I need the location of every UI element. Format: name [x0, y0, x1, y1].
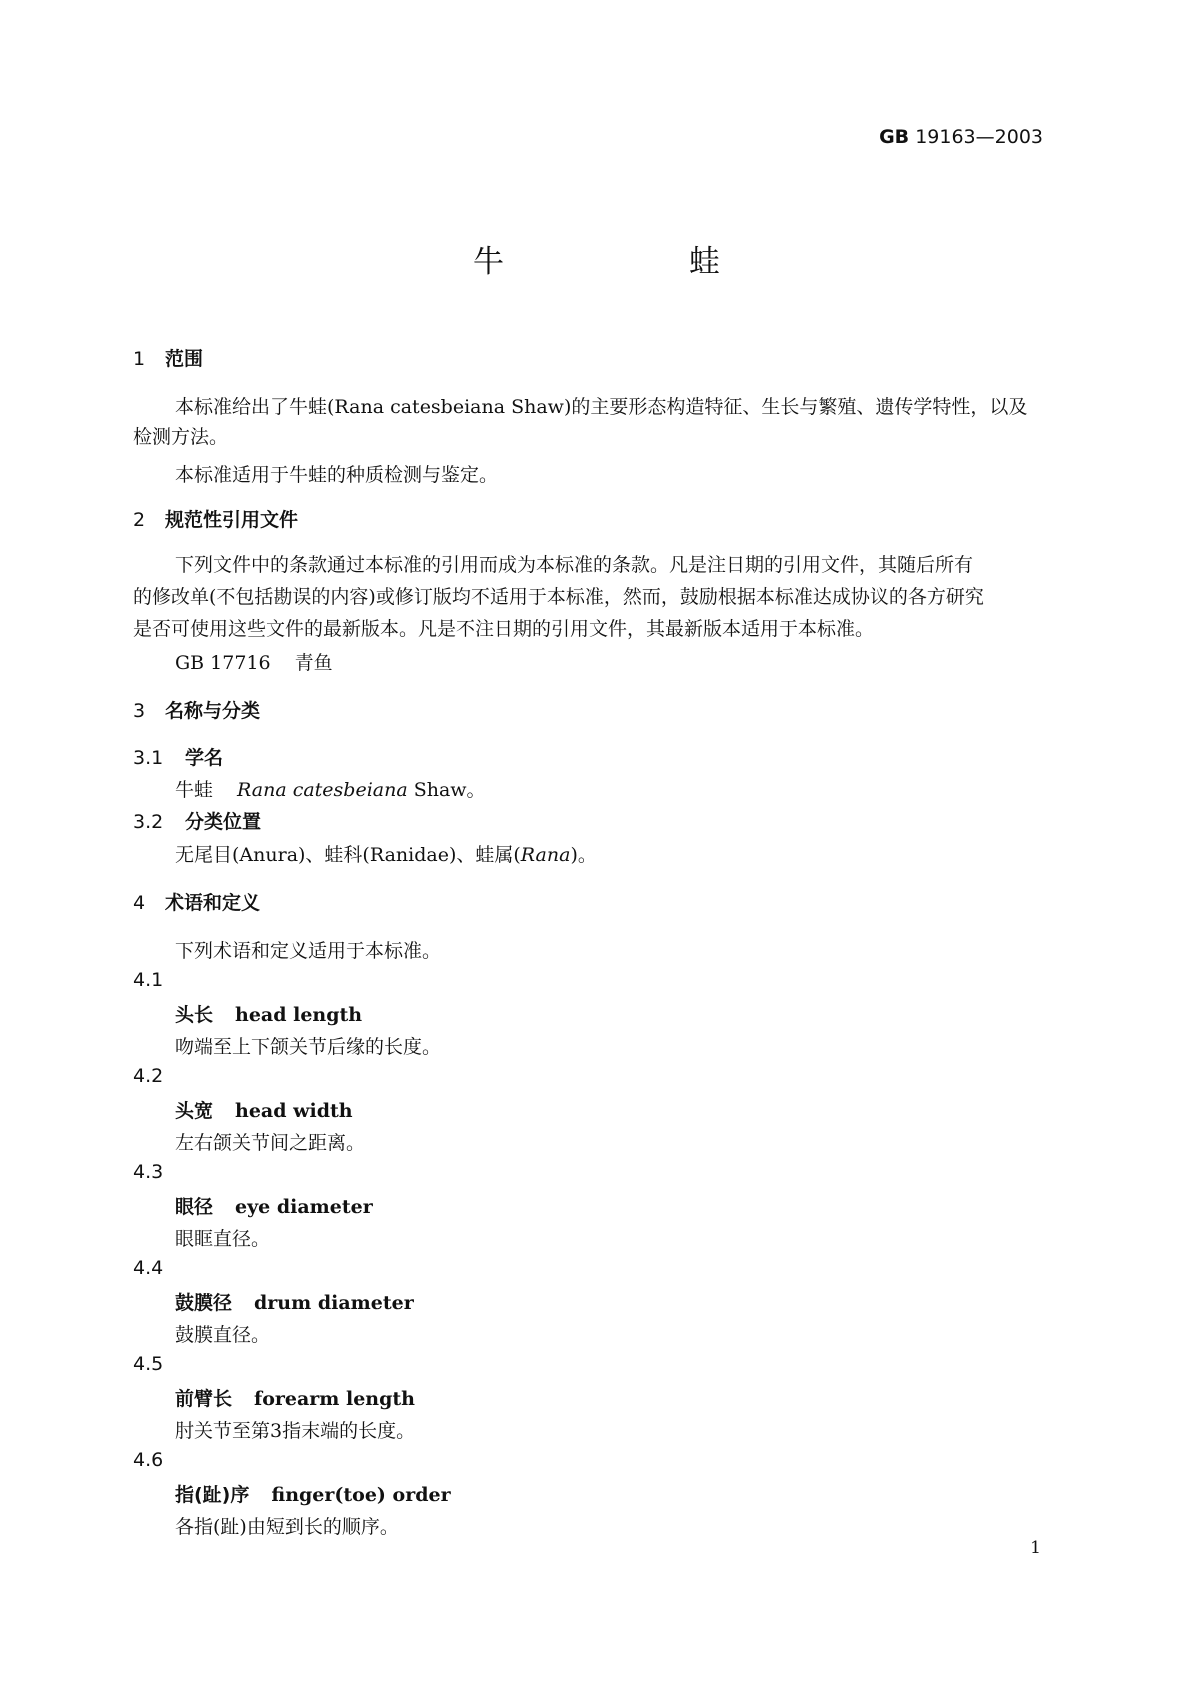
latin-name: Rana catesbeiana — [237, 779, 408, 801]
subsection-title: 学名 — [185, 747, 224, 769]
term-cn: 鼓膜径 — [175, 1292, 233, 1314]
term-head-length — [175, 1000, 362, 1027]
scientific-name — [175, 775, 486, 802]
standard-prefix: GB — [879, 126, 910, 148]
term-definition: 鼓膜直径。 — [175, 1324, 271, 1346]
term-en: finger(toe) order — [271, 1484, 451, 1506]
term-number: 4.1 — [133, 969, 164, 991]
term-cn: 头长 — [175, 1004, 214, 1026]
standard-number: 19163—2003 — [909, 126, 1043, 148]
term-definition: 吻端至上下颌关节后缘的长度。 — [175, 1036, 442, 1058]
section-number: 1 — [133, 348, 146, 370]
term-en: forearm length — [254, 1388, 415, 1410]
taxonomy-text: 无尾目(Anura)、蛙科(Ranidae)、蛙属( — [175, 844, 521, 866]
term-en: head width — [235, 1100, 353, 1122]
section-title: 规范性引用文件 — [165, 509, 299, 531]
term-number: 4.4 — [133, 1257, 164, 1279]
term-head-width — [175, 1096, 353, 1123]
standard-code — [879, 126, 1043, 148]
s2-line-3: 是否可使用这些文件的最新版本。凡是不注日期的引用文件，其最新版本适用于本标准。 — [133, 618, 875, 640]
term-drum-diameter — [175, 1288, 414, 1315]
title-char-1: 牛 — [473, 244, 504, 280]
term-cn: 眼径 — [175, 1196, 214, 1218]
term-number: 4.3 — [133, 1161, 164, 1183]
genus-latin-name: Rana — [520, 844, 571, 866]
section-1-heading — [133, 344, 203, 371]
reference-code: GB 17716 — [175, 652, 271, 674]
term-cn: 头宽 — [175, 1100, 214, 1122]
term-cn: 指(趾)序 — [175, 1484, 250, 1506]
author-name: Shaw。 — [407, 779, 486, 801]
term-number: 4.5 — [133, 1353, 164, 1375]
section-title: 术语和定义 — [165, 892, 261, 914]
term-forearm-length — [175, 1384, 415, 1411]
section-3-heading — [133, 696, 260, 723]
subsection-title: 分类位置 — [185, 811, 262, 833]
s1-paragraph-line-1: 本标准给出了牛蛙(Rana catesbeiana Shaw)的主要形态构造特征、生长与繁殖、遗传学特性，以及 — [175, 396, 1028, 418]
subsection-number: 3.2 — [133, 811, 164, 833]
subsection-number: 3.1 — [133, 747, 164, 769]
term-en: drum diameter — [254, 1292, 414, 1314]
s1-paragraph-2: 本标准适用于牛蛙的种质检测与鉴定。 — [175, 464, 499, 486]
page-number: 1 — [1030, 1538, 1041, 1558]
term-cn: 前臂长 — [175, 1388, 233, 1410]
s1-paragraph-line-2: 检测方法。 — [133, 426, 229, 448]
section-number: 4 — [133, 892, 146, 914]
taxonomic-position — [175, 840, 597, 867]
term-en: eye diameter — [235, 1196, 373, 1218]
term-number: 4.6 — [133, 1449, 164, 1471]
reference-title: 青鱼 — [294, 652, 333, 674]
section-2-heading — [133, 505, 298, 532]
term-en: head length — [235, 1004, 363, 1026]
term-definition: 眼眶直径。 — [175, 1228, 271, 1250]
term-eye-diameter — [175, 1192, 373, 1219]
term-definition: 左右颌关节间之距离。 — [175, 1132, 366, 1154]
term-number: 4.2 — [133, 1065, 164, 1087]
s2-line-1: 下列文件中的条款通过本标准的引用而成为本标准的条款。凡是注日期的引用文件，其随后所有 — [175, 554, 974, 576]
common-name: 牛蛙 — [175, 779, 214, 801]
taxonomy-text-end: )。 — [570, 844, 597, 866]
section-title: 范围 — [165, 348, 204, 370]
title-char-2: 蛙 — [689, 244, 720, 280]
section-4-heading — [133, 888, 260, 915]
section-3-2-heading — [133, 807, 261, 834]
term-finger-toe-order — [175, 1480, 451, 1507]
normative-reference — [175, 648, 333, 675]
s4-intro: 下列术语和定义适用于本标准。 — [175, 940, 442, 962]
section-title: 名称与分类 — [165, 700, 261, 722]
section-number: 2 — [133, 509, 146, 531]
section-3-1-heading — [133, 743, 223, 770]
section-number: 3 — [133, 700, 146, 722]
term-definition: 各指(趾)由短到长的顺序。 — [175, 1516, 399, 1538]
term-definition: 肘关节至第3指末端的长度。 — [175, 1420, 416, 1442]
s2-line-2: 的修改单(不包括勘误的内容)或修订版均不适用于本标准，然而，鼓励根据本标准达成协议的各方研究 — [133, 586, 984, 608]
